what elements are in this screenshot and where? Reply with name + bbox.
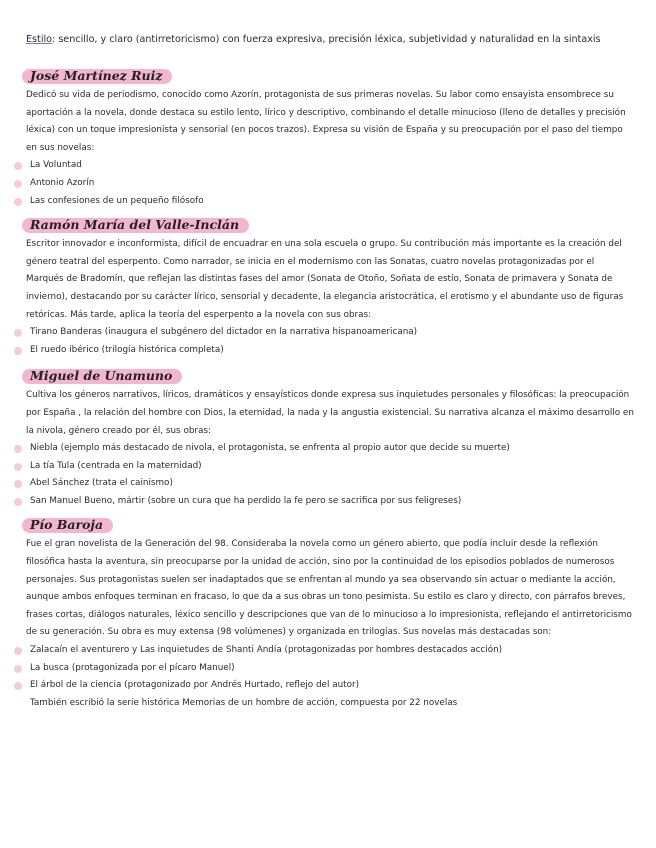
style-intro	[26, 32, 634, 47]
bullet-icon	[14, 665, 22, 673]
bullet-icon	[14, 463, 22, 471]
bullet-icon	[14, 162, 22, 170]
list-item: La Voluntad	[22, 157, 634, 175]
list-item: El árbol de la ciencia (protagonizado por Andrés Hurtado, reflejo del autor)	[22, 677, 634, 695]
bullet-icon	[14, 347, 22, 355]
list-item: Abel Sánchez (trata el cainismo)	[22, 475, 634, 493]
list-item: Zalacaín el aventurero y Las inquietudes de Shanti Andía (protagonizadas por hombres destacados acción)	[22, 642, 634, 660]
bullet-icon	[14, 329, 22, 337]
list-item: Antonio Azorín	[22, 175, 634, 193]
author-heading: Miguel de Unamuno	[22, 366, 182, 386]
list-item: Las confesiones de un pequeño filósofo	[22, 193, 634, 211]
bullet-icon	[14, 498, 22, 506]
bullet-icon	[14, 647, 22, 655]
author-paragraph: Dedicó su vida de periodismo, conocido como Azorín, protagonista de sus primeras novelas. Su labor como ensayista ensombrece su aportación a la novela, donde destaca su estilo lento, lírico y descriptivo, combinando el detalle minucioso (lleno de detalles y precisión léxica) con un toque impresionista y sensorial (en pocos trazos). Expresa su visión de España y su preocupación por el paso del tiempo en sus novelas:	[26, 90, 626, 153]
section-unamuno	[22, 365, 634, 510]
author-paragraph: Escritor innovador e inconformista, difícil de encuadrar en una sola escuela o grupo. Su contribución más importante es la creación del género teatral del esperpento. Como narrador, se inicia en el modernismo con las Sonatas, cuatro novelas protagonizadas por el Marqués de Bradomín, que reflejan las distintas fases del amor (Sonata de Otoño, Soñata de estío, Sonata de primavera y Sonata de invierno), destacando por su carácter lírico, sensorial y decadente, la elegancia aristocrática, el erotismo y el abundante uso de figuras retóricas. Más tarde, aplica la teoría del esperpento a la novela con sus obras:	[26, 239, 624, 320]
works-list	[22, 440, 634, 510]
list-item: Tirano Banderas (inaugura el subgénero del dictador en la narrativa hispanoamericana)	[22, 324, 634, 342]
section-azorin	[22, 65, 634, 210]
author-paragraph: Cultiva los géneros narrativos, líricos, dramáticos y ensayísticos donde expresa sus inquietudes personales y filosóficas: la preocupación por España , la relación del hombre con Dios, la eternidad, la nada y la angustia existencial. Su narrativa alcanza el máximo desarrollo en la nivola, género creado por él, sus obras:	[26, 390, 634, 436]
section-baroja	[22, 514, 634, 712]
list-item: La busca (protagonizada por el pícaro Manuel)	[22, 660, 634, 678]
bullet-icon	[14, 180, 22, 188]
works-list	[22, 324, 634, 359]
section-valle-inclan	[22, 214, 634, 359]
works-list	[22, 157, 634, 210]
author-heading: Ramón María del Valle-Inclán	[22, 215, 249, 235]
author-paragraph: Fue el gran novelista de la Generación del 98. Consideraba la novela como un género abierto, que podía incluir desde la reflexión filosófica hasta la aventura, sin preocuparse por la unidad de acción, sino por la continuidad de los episodios poblados de numerosos personajes. Sus protagonistas suelen ser inadaptados que se enfrentan al mundo ya sea observando sin actuar o mediante la acción, aunque ambos enfoques terminan en fracaso, lo que da a sus obras un tono pesimista. Su estilo es claro y directo, con párrafos breves, frases cortas, diálogos naturales, léxico sencillo y descripciones que van de lo minucioso a lo impresionista, reflejando el antirretoricismo de su generación. Su obra es muy extensa (98 volúmenes) y organizada en trilogías. Sus novelas más destacadas son:	[26, 539, 632, 638]
bullet-icon	[14, 198, 22, 206]
bullet-icon	[14, 682, 22, 690]
list-item: La tía Tula (centrada en la maternidad)	[22, 458, 634, 476]
style-text: : sencillo, y claro (antirretoricismo) con fuerza expresiva, precisión léxica, subjetividad y naturalidad en la sintaxis	[52, 34, 601, 45]
bullet-icon	[14, 480, 22, 488]
list-item: San Manuel Bueno, mártir (sobre un cura que ha perdido la fe pero se sacrifica por sus feligreses)	[22, 493, 634, 511]
list-item: Niebla (ejemplo más destacado de nivola, el protagonista, se enfrenta al propio autor que decide su muerte)	[22, 440, 634, 458]
author-heading: José Martínez Ruiz	[22, 66, 172, 86]
works-list	[22, 642, 634, 695]
author-heading: Pío Baroja	[22, 515, 113, 535]
style-label: Estilo	[26, 34, 53, 45]
bullet-icon	[14, 445, 22, 453]
list-item: El ruedo ibérico (trilogía histórica completa)	[22, 342, 634, 360]
closing-note: También escribió la serie histórica Memorias de un hombre de acción, compuesta por 22 novelas	[30, 697, 458, 708]
